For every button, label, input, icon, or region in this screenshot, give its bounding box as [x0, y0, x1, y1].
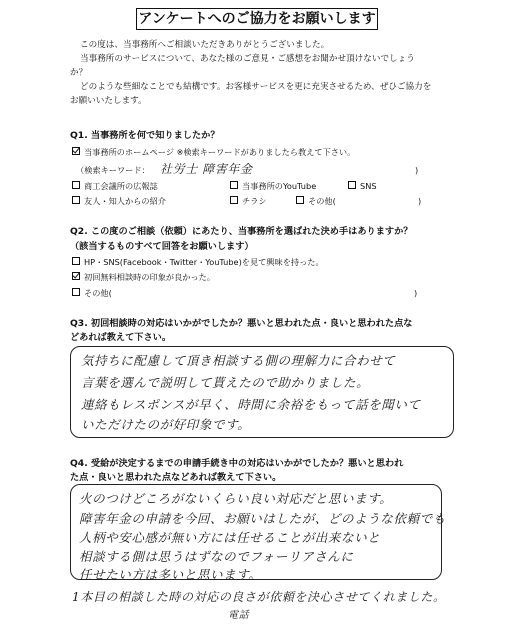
checkbox-icon[interactable] — [230, 196, 238, 204]
q1-keyword-label: （検索キーワード： — [76, 165, 150, 175]
q4-answer-line-4: 相談する側は思うはずなのでフォーリアさんに — [79, 549, 354, 564]
q3-answer-line-3: 連絡もレスポンスが早く、時間に余裕をもって話を聞いて — [81, 397, 421, 412]
q1-option-other[interactable] — [296, 196, 336, 207]
checkbox-icon[interactable] — [72, 181, 80, 189]
checkbox-icon[interactable] — [72, 288, 80, 296]
q4-answer-line-1: 火のつけどころがないくらい良い対応だと思います。 — [79, 491, 393, 506]
q3-question-line-2: どあれば教えて下さい。 — [70, 332, 172, 343]
q2-option-other-label: その他( — [84, 288, 112, 298]
q1-option-sns[interactable] — [348, 181, 377, 192]
checkbox-icon[interactable] — [348, 181, 356, 189]
checkbox-checked-icon[interactable] — [72, 147, 80, 155]
q1-keyword-handwritten: 社労士 障害年金 — [160, 162, 253, 176]
checkbox-icon[interactable] — [72, 257, 80, 265]
q4-question-line-2: た点・良いと思われた点などあれば教えて下さい。 — [70, 472, 282, 483]
q4-answer-line-3: 人柄や安心感が無い方には任せることが出来ないと — [79, 530, 381, 545]
intro-line-1: この度は、当事務所へご相談いただきありがとうございました。 — [80, 40, 330, 50]
intro-line-5: お願いいたします。 — [70, 96, 147, 106]
q2-option-hp-sns[interactable] — [72, 257, 324, 268]
q1-option-chamber[interactable] — [72, 181, 158, 192]
survey-title: アンケートへのご協力をお願いします — [136, 8, 378, 30]
q1-other-close: ) — [418, 196, 422, 206]
q2-other-close: ) — [414, 288, 418, 298]
q4-answer-insertion: 電話 — [228, 610, 250, 621]
q4-question-line-1: Q4. 受給が決定するまでの申請手続き中の対応はいかがでしたか？悪いと思われ — [70, 458, 404, 469]
checkbox-icon[interactable] — [230, 181, 238, 189]
q1-option-chamber-label: 商工会議所の広報誌 — [84, 181, 158, 191]
q4-answer-line-5: 任せたい方は多いと思います。 — [79, 567, 262, 582]
checkbox-checked-icon[interactable] — [72, 272, 80, 280]
intro-line-4: どのような些細なことでも結構です。お客様サービスを更に充実させるため、ぜひご協力を — [80, 82, 432, 92]
q3-answer-line-1: 気持ちに配慮して頂き相談する側の理解力に合わせて — [81, 353, 396, 368]
q1-option-homepage[interactable] — [72, 147, 355, 158]
q1-option-flyer-label: チラシ — [242, 196, 267, 206]
q4-answer-line-2: 障害年金の申請を今回、お願いはしたが、どのような依頼でも — [79, 511, 446, 526]
q1-option-other-label: その他( — [308, 196, 336, 206]
q2-option-other[interactable] — [72, 288, 112, 299]
q2-option-free-consult[interactable] — [72, 272, 215, 283]
q2-option-free-consult-label: 初回無料相談時の印象が良かった。 — [84, 272, 216, 282]
q3-answer-line-2: 言葉を選んで説明して貰えたので助かりました。 — [81, 375, 370, 390]
q2-option-hp-sns-label: HP・SNS(Facebook・Twitter・YouTube)を見て興味を持った。 — [84, 257, 324, 267]
intro-line-2: 当事務所のサービスについて、あなた様のご意見・ご感想をお聞かせ頂けないでしょう — [80, 54, 415, 64]
q1-keyword-close: ) — [415, 165, 419, 175]
q2-note: （該当するものすべて回答をお願いします） — [70, 241, 254, 252]
q1-option-friend[interactable] — [72, 196, 166, 207]
q1-option-flyer[interactable] — [230, 196, 267, 207]
q3-answer-box[interactable] — [70, 346, 454, 438]
q1-option-friend-label: 友人・知人からの紹介 — [84, 196, 166, 206]
q1-option-youtube[interactable] — [230, 181, 316, 192]
q2-question: Q2. この度のご相談（依頼）にあたり、当事務所を選ばれた決め手はありますか？ — [70, 226, 413, 237]
intro-line-3: か？ — [70, 68, 88, 78]
q4-answer-line-6: 1本目の相談した時の対応の良さが依頼を決心させてくれました。 — [72, 590, 446, 604]
q3-answer-line-4: いただけたのが好印象です。 — [81, 417, 251, 432]
q1-option-sns-label: SNS — [360, 181, 377, 191]
q1-option-youtube-label: 当事務所のYouTube — [242, 181, 317, 191]
q3-question-line-1: Q3. 初回相談時の対応はいかがでしたか？悪いと思われた点・良いと思われた点な — [70, 318, 413, 329]
checkbox-icon[interactable] — [72, 196, 80, 204]
q1-question: Q1. 当事務所を何で知りましたか？ — [70, 130, 220, 141]
q4-answer-box[interactable] — [70, 484, 446, 582]
checkbox-icon[interactable] — [296, 196, 304, 204]
q1-option-homepage-label: 当事務所のホームページ ※検索キーワードがありましたら教えて下さい。 — [84, 147, 356, 157]
